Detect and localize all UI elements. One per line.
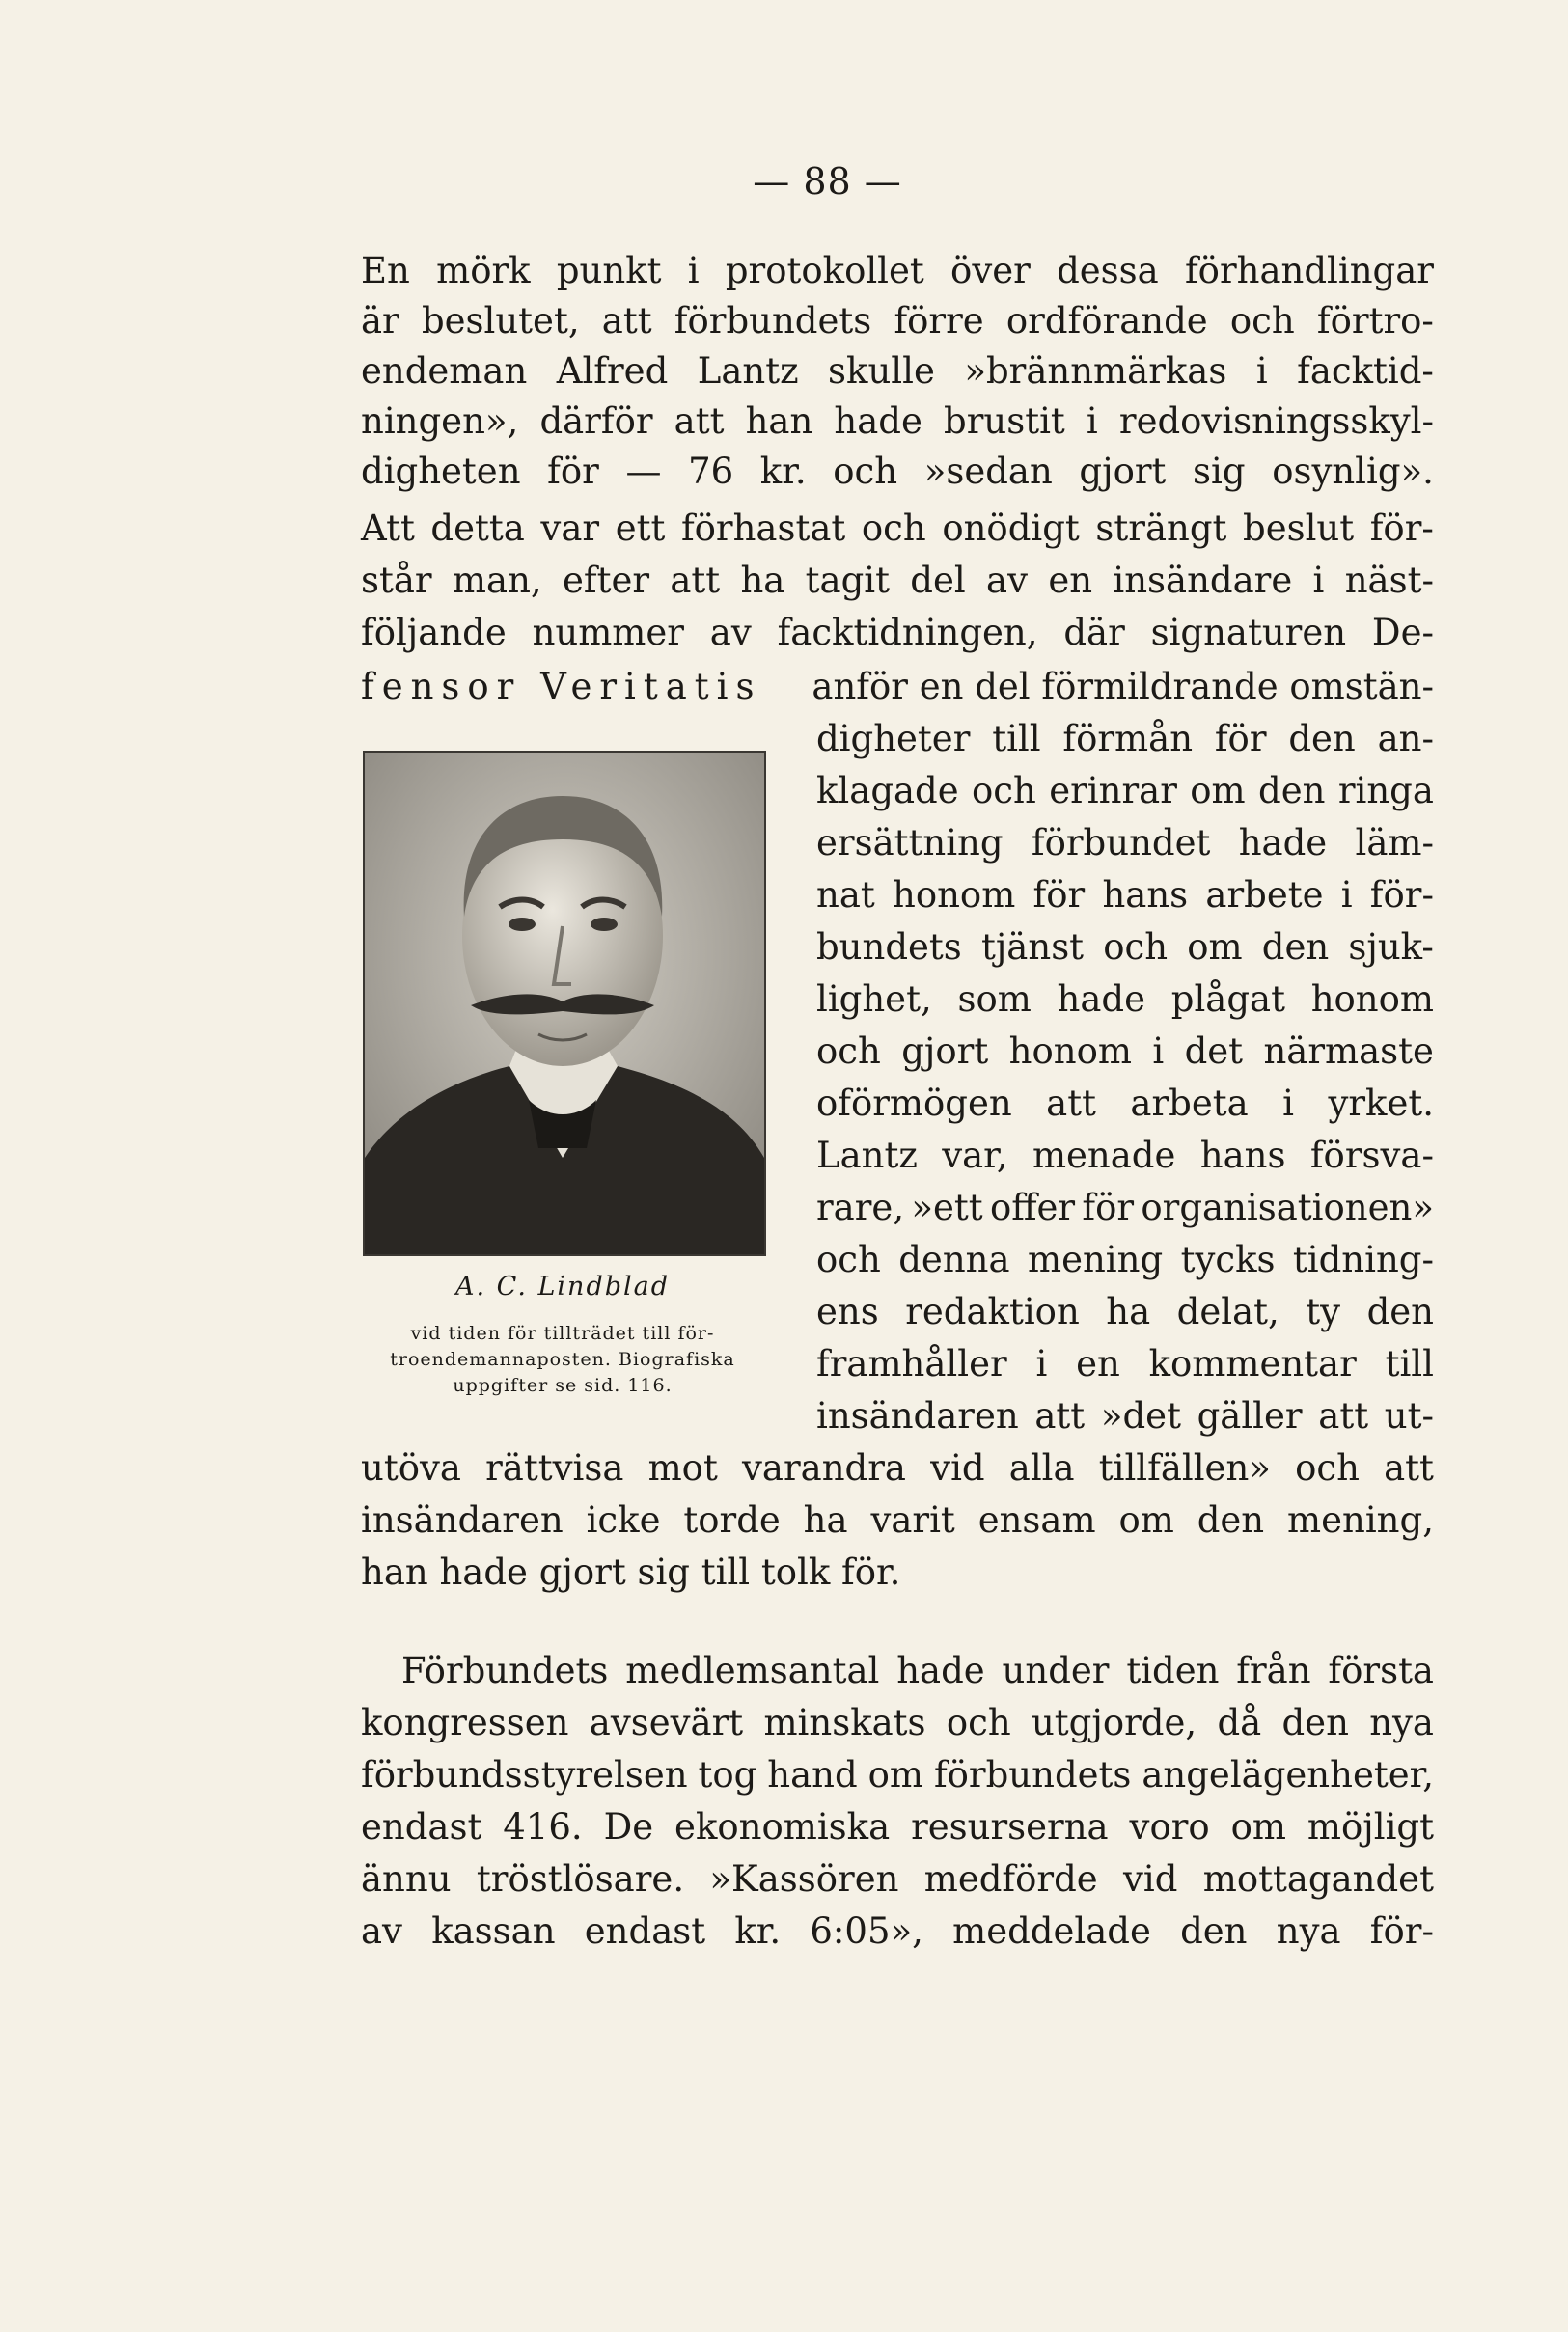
- word: facktidningen,: [777, 612, 1038, 653]
- text-line: [361, 508, 1434, 549]
- word: ha: [1106, 1291, 1151, 1332]
- word: förbundsstyrelsen: [361, 1754, 688, 1796]
- word: honom: [893, 874, 1016, 916]
- word: alla: [1008, 1447, 1075, 1489]
- word: ännu: [361, 1858, 452, 1900]
- word: meddelade: [952, 1910, 1151, 1952]
- text-line: [361, 560, 1434, 601]
- word: som: [957, 978, 1032, 1020]
- word: om: [1118, 1499, 1174, 1541]
- word: ett: [615, 508, 666, 549]
- word: »brännmärkas: [964, 350, 1227, 392]
- word: vid: [1123, 1858, 1178, 1900]
- word: tröstlösare.: [476, 1858, 685, 1900]
- word: läm-: [1355, 822, 1434, 864]
- word: och: [946, 1702, 1011, 1743]
- word: förre: [894, 300, 984, 342]
- word: av: [986, 560, 1028, 601]
- word: kommentar: [1148, 1343, 1357, 1385]
- word: man,: [452, 560, 542, 601]
- text-line: [816, 1187, 1434, 1228]
- word: De: [603, 1806, 654, 1848]
- word: förhastat: [680, 508, 846, 549]
- word: av: [361, 1910, 402, 1952]
- word: under: [1002, 1650, 1110, 1691]
- word: offer: [989, 1187, 1076, 1228]
- word: hans: [1199, 1135, 1286, 1176]
- word: om: [867, 1754, 924, 1796]
- word: detta: [430, 508, 525, 549]
- word: mening: [1027, 1239, 1164, 1280]
- text-line: [361, 1447, 1434, 1489]
- word: Förbundets: [401, 1650, 609, 1691]
- word: i: [1282, 1083, 1294, 1124]
- text-line: [361, 400, 1434, 442]
- word: signaturen: [1150, 612, 1347, 653]
- word: då: [1217, 1702, 1262, 1743]
- text-line: [816, 718, 1434, 759]
- word: angelägenheter,: [1142, 1754, 1434, 1796]
- word: sig: [1193, 451, 1246, 492]
- text-line: [816, 1291, 1434, 1332]
- text-line: [361, 612, 1434, 653]
- word: mörk: [436, 250, 531, 291]
- word: förhandlingar: [1184, 250, 1434, 291]
- word: icke: [586, 1499, 661, 1541]
- text-line: han hade gjort sig till tolk för.: [361, 1551, 901, 1593]
- word: Lantz: [697, 350, 799, 392]
- word: denna: [898, 1239, 1010, 1280]
- word: förbundet: [1031, 822, 1211, 864]
- word: förbundets: [933, 1754, 1132, 1796]
- word: yrket.: [1328, 1083, 1434, 1124]
- word: den: [1180, 1910, 1248, 1952]
- word: En: [361, 250, 410, 291]
- word: Alfred: [556, 350, 669, 392]
- word: voro: [1129, 1806, 1210, 1848]
- word: i: [1312, 560, 1325, 601]
- word: klagade: [816, 770, 959, 811]
- word: att: [1034, 1395, 1086, 1437]
- word: och: [1295, 1447, 1360, 1489]
- word: utöva: [361, 1447, 461, 1489]
- word: insändaren: [816, 1395, 1019, 1437]
- word: an-: [1377, 718, 1434, 759]
- word: kassan: [431, 1910, 556, 1952]
- word: det: [1184, 1030, 1244, 1072]
- word: rättvisa: [485, 1447, 624, 1489]
- word: första: [1328, 1650, 1434, 1691]
- word: menade: [1032, 1135, 1176, 1176]
- word: för: [1214, 718, 1267, 759]
- word: att: [1046, 1083, 1096, 1124]
- word: om: [1230, 1806, 1286, 1848]
- word: står: [361, 560, 432, 601]
- word: näst-: [1344, 560, 1434, 601]
- word: om: [1190, 770, 1246, 811]
- word: ordförande: [1005, 300, 1208, 342]
- word: den: [1197, 1499, 1265, 1541]
- word: punkt: [556, 250, 662, 291]
- word: Lantz: [816, 1135, 918, 1176]
- word: nummer: [532, 612, 684, 653]
- word: delat,: [1176, 1291, 1279, 1332]
- word: honom: [1310, 978, 1434, 1020]
- word: ut-: [1384, 1395, 1434, 1437]
- word: gäller: [1197, 1395, 1303, 1437]
- text-line: [816, 874, 1434, 916]
- word: hade: [896, 1650, 985, 1691]
- text-line: [816, 770, 1434, 811]
- word: osynlig».: [1272, 451, 1434, 492]
- word: en: [1076, 1343, 1120, 1385]
- word: torde: [683, 1499, 781, 1541]
- text-line: [361, 1910, 1434, 1952]
- word: »Kassören: [709, 1858, 899, 1900]
- word: där: [1063, 612, 1125, 653]
- word: hade: [1238, 822, 1328, 864]
- word: 416.: [503, 1806, 583, 1848]
- word: dessa: [1057, 250, 1159, 291]
- word: resurserna: [911, 1806, 1109, 1848]
- word: »sedan: [923, 451, 1053, 492]
- text-line: [361, 1702, 1434, 1743]
- word: endast: [584, 1910, 706, 1952]
- word: över: [950, 250, 1031, 291]
- text-line: [361, 1806, 1434, 1848]
- word: 76: [688, 451, 734, 492]
- word: minskats: [763, 1702, 926, 1743]
- word: utgjorde,: [1031, 1702, 1197, 1743]
- word: beslutet,: [421, 300, 580, 342]
- word: tagit: [805, 560, 890, 601]
- word: ty: [1306, 1291, 1341, 1332]
- word: i: [1152, 1030, 1165, 1072]
- word: i: [1086, 400, 1098, 442]
- word: redovisningsskyl-: [1118, 400, 1434, 442]
- word: mot: [647, 1447, 718, 1489]
- word: tidning-: [1292, 1239, 1434, 1280]
- text-line: [816, 1030, 1434, 1072]
- word: för-: [1369, 874, 1434, 916]
- text-line: [361, 350, 1434, 392]
- word: gjort: [901, 1030, 989, 1072]
- word: De-: [1371, 612, 1434, 653]
- word: för: [1032, 874, 1086, 916]
- word: kr.: [734, 1910, 782, 1952]
- signature-name: fensor Veritatis: [361, 666, 762, 707]
- text-line: [816, 1343, 1434, 1385]
- word: bundets: [816, 926, 962, 968]
- word: oförmögen: [816, 1083, 1012, 1124]
- word: sjuk-: [1348, 926, 1434, 968]
- word: avsevärt: [589, 1702, 744, 1743]
- text-line: fensor Veritatis anför en del förmildrande omstän-: [361, 666, 1434, 707]
- text-line: [816, 1135, 1434, 1176]
- word: och: [1103, 926, 1169, 968]
- word: organisationen»: [1141, 1187, 1434, 1228]
- text-line: [361, 1754, 1434, 1796]
- word: nya: [1276, 1910, 1341, 1952]
- word: 6:05»,: [810, 1910, 923, 1952]
- word: hade: [834, 400, 922, 442]
- word: den: [1281, 1702, 1349, 1743]
- word: till: [1385, 1343, 1434, 1385]
- word: i: [1340, 874, 1353, 916]
- word: han: [745, 400, 813, 442]
- text-line: [361, 1499, 1434, 1541]
- word: och: [816, 1239, 881, 1280]
- page-number: — 88 —: [753, 160, 902, 203]
- word: framhåller: [816, 1343, 1007, 1385]
- word: i: [687, 250, 700, 291]
- text-line: [816, 978, 1434, 1020]
- word: ekonomiska: [674, 1806, 891, 1848]
- caption-name: A. C. Lindblad: [454, 1272, 671, 1302]
- word: och: [861, 508, 926, 549]
- word: en: [1048, 560, 1093, 601]
- word: och: [972, 770, 1036, 811]
- word: Att: [361, 508, 415, 549]
- word: nya: [1369, 1702, 1434, 1743]
- word: medförde: [923, 1858, 1098, 1900]
- word: tillfällen»: [1098, 1447, 1271, 1489]
- word: den: [1366, 1291, 1434, 1332]
- word: i: [1035, 1343, 1048, 1385]
- word: mottagandet: [1202, 1858, 1434, 1900]
- word: för: [547, 451, 599, 492]
- word: tjänst: [980, 926, 1085, 968]
- word: endast: [361, 1806, 482, 1848]
- word: ringa: [1337, 770, 1434, 811]
- word: facktid-: [1297, 350, 1434, 392]
- word: att: [674, 400, 725, 442]
- word: och: [1229, 300, 1295, 342]
- caption-line: troendemannaposten. Biografiska: [390, 1349, 735, 1370]
- word: närmaste: [1263, 1030, 1434, 1072]
- word: brustit: [944, 400, 1065, 442]
- word: rare,: [816, 1187, 905, 1228]
- word: »det: [1100, 1395, 1181, 1437]
- word: hade: [1057, 978, 1146, 1020]
- text-line: [816, 1239, 1434, 1280]
- word: att: [1384, 1447, 1434, 1489]
- word: medlemsantal: [625, 1650, 880, 1691]
- word: följande: [361, 612, 507, 653]
- word: för-: [1369, 1910, 1434, 1952]
- word: tiden: [1126, 1650, 1220, 1691]
- text-line: [401, 1650, 1434, 1691]
- word: ens: [816, 1291, 879, 1332]
- word: ha: [803, 1499, 848, 1541]
- word: redaktion: [905, 1291, 1080, 1332]
- word: att: [1318, 1395, 1369, 1437]
- word: tycks: [1180, 1239, 1276, 1280]
- word: plågat: [1170, 978, 1285, 1020]
- text-line: [361, 250, 1434, 291]
- text-line: [816, 926, 1434, 968]
- word: protokollet: [725, 250, 924, 291]
- text-line: [361, 1858, 1434, 1900]
- text-line: [816, 822, 1434, 864]
- word: ersättning: [816, 822, 1004, 864]
- word: »ett: [911, 1187, 983, 1228]
- portrait-illustration: [365, 753, 764, 1254]
- word: förtro-: [1316, 300, 1434, 342]
- word: insändaren: [361, 1499, 564, 1541]
- caption-line: vid tiden för tillträdet till för-: [410, 1323, 715, 1344]
- word: efter: [562, 560, 650, 601]
- word: var,: [942, 1135, 1008, 1176]
- word: av: [709, 612, 752, 653]
- word: den: [1288, 718, 1356, 759]
- word: ensam: [977, 1499, 1096, 1541]
- text-line: [361, 451, 1434, 492]
- word: arbete: [1205, 874, 1324, 916]
- word: är: [361, 300, 399, 342]
- text-line: [816, 1083, 1434, 1124]
- word: tog: [698, 1754, 757, 1796]
- word: försva-: [1309, 1135, 1434, 1176]
- word: därför: [539, 400, 653, 442]
- word: att: [670, 560, 721, 601]
- word: strängt: [1095, 508, 1227, 549]
- word: digheten: [361, 451, 521, 492]
- word: för: [1082, 1187, 1135, 1228]
- word: förmån: [1062, 718, 1194, 759]
- text-line: [816, 1395, 1434, 1437]
- caption-line: uppgifter se sid. 116.: [453, 1375, 673, 1396]
- word: och: [816, 1030, 881, 1072]
- portrait-photo: [363, 751, 766, 1256]
- word: lighet,: [816, 978, 932, 1020]
- word: onödigt: [942, 508, 1080, 549]
- word: den: [1258, 770, 1326, 811]
- word: var: [540, 508, 600, 549]
- word: erinrar: [1049, 770, 1177, 811]
- word: —: [625, 451, 662, 492]
- word: skulle: [828, 350, 935, 392]
- word: och: [833, 451, 898, 492]
- word: att: [601, 300, 652, 342]
- word: beslut: [1243, 508, 1355, 549]
- word: vid: [930, 1447, 985, 1489]
- word: varit: [870, 1499, 955, 1541]
- word: hans: [1102, 874, 1189, 916]
- word: insändare: [1113, 560, 1293, 601]
- word: nat: [816, 874, 875, 916]
- word: i: [1255, 350, 1268, 392]
- word: om: [1187, 926, 1243, 968]
- word: till: [992, 718, 1041, 759]
- word: digheter: [816, 718, 971, 759]
- word: honom: [1008, 1030, 1132, 1072]
- word: kr.: [759, 451, 807, 492]
- word: förbundets: [674, 300, 872, 342]
- word: mening,: [1287, 1499, 1434, 1541]
- word: varandra: [742, 1447, 906, 1489]
- text-line: [361, 300, 1434, 342]
- word: hand: [767, 1754, 858, 1796]
- word: gjort: [1079, 451, 1167, 492]
- word: för-: [1369, 508, 1434, 549]
- word: möjligt: [1307, 1806, 1434, 1848]
- word: kongressen: [361, 1702, 569, 1743]
- word: ha: [740, 560, 785, 601]
- word: den: [1261, 926, 1330, 968]
- word: arbeta: [1130, 1083, 1249, 1124]
- word: endeman: [361, 350, 528, 392]
- word: ningen»,: [361, 400, 519, 442]
- word: del: [910, 560, 966, 601]
- word: från: [1236, 1650, 1311, 1691]
